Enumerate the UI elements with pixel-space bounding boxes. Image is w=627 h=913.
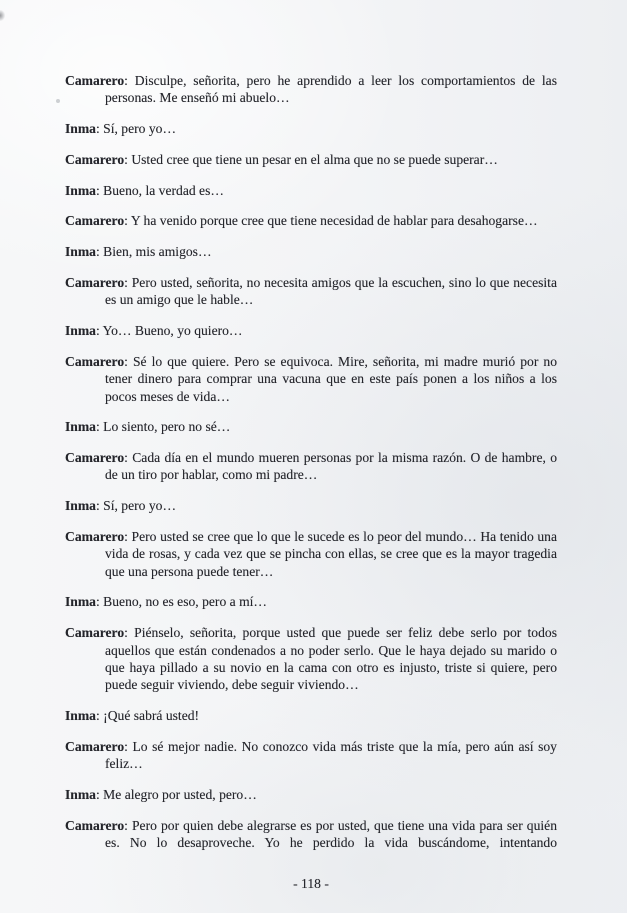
dialogue-paragraph <box>65 449 557 484</box>
speaker-separator: : <box>124 353 128 369</box>
speaker-name: Inma <box>65 498 96 514</box>
dialogue-paragraph <box>65 353 557 405</box>
speaker-name: Inma <box>65 786 96 802</box>
speaker-name: Camarero <box>65 450 125 466</box>
speaker-name: Camarero <box>65 625 125 641</box>
dialogue-text: Disculpe, señorita, pero he aprendido a leer los comportamientos de las personas. Me enseñó mi abuelo… <box>105 73 557 106</box>
dialogue-paragraph <box>65 120 557 137</box>
speaker-separator: : <box>124 213 128 229</box>
speaker-name: Camarero <box>65 151 125 167</box>
speaker-separator: : <box>95 786 100 802</box>
speaker-name: Camarero <box>65 353 125 369</box>
speaker-name: Inma <box>65 182 96 198</box>
speaker-name: Inma <box>65 121 96 137</box>
speaker-name: Inma <box>65 244 96 260</box>
speaker-separator: : <box>95 594 100 610</box>
speaker-name: Inma <box>65 707 96 723</box>
speaker-separator: : <box>124 817 128 833</box>
speaker-separator: : <box>124 625 128 641</box>
speaker-separator: : <box>95 707 100 723</box>
dialogue-paragraph <box>65 786 557 803</box>
dialogue-text: Bueno, no es eso, pero a mí… <box>103 594 268 610</box>
speaker-separator: : <box>124 738 128 754</box>
dialogue-paragraph <box>65 497 557 514</box>
speaker-name: Inma <box>65 323 96 339</box>
speaker-separator: : <box>124 529 128 545</box>
dialogue-text: Pero usted se cree que lo que le sucede es lo peor del mundo… Ha tenido una vida de rosas, y cada vez que se pincha con ellas, se cree que es la mayor tragedia que una persona puede tener… <box>105 529 558 579</box>
speaker-separator: : <box>124 151 128 167</box>
dialogue-text: Lo siento, pero no sé… <box>103 419 231 435</box>
speaker-separator: : <box>95 121 100 137</box>
dialogue-text: Bueno, la verdad es… <box>103 182 224 198</box>
dialogue-text: Cada día en el mundo mueren personas por la misma razón. O de hambre, o de un tiro por hablar, como mi padre… <box>105 450 557 483</box>
speaker-separator: : <box>95 182 100 198</box>
speaker-name: Camarero <box>65 73 125 88</box>
speaker-separator: : <box>95 323 100 339</box>
speaker-separator: : <box>95 498 100 514</box>
dialogue-text: Sí, pero yo… <box>103 498 177 514</box>
dialogue-block <box>65 72 557 851</box>
dialogue-paragraph <box>65 707 557 724</box>
dialogue-text: Y ha venido porque cree que tiene necesidad de hablar para desahogarse… <box>130 213 538 229</box>
speaker-separator: : <box>95 244 100 260</box>
dialogue-paragraph <box>65 528 557 580</box>
page-number: - 118 - <box>293 876 329 892</box>
dialogue-text: Yo… Bueno, yo quiero… <box>102 323 243 339</box>
dialogue-paragraph <box>65 322 557 339</box>
speaker-name: Camarero <box>65 275 125 291</box>
speaker-name: Camarero <box>65 213 125 229</box>
dialogue-paragraph <box>65 624 557 693</box>
dialogue-text: Sí, pero yo… <box>103 121 177 137</box>
dialogue-text: Lo sé mejor nadie. No conozco vida más triste que la mía, pero aún así soy feliz… <box>105 738 557 772</box>
dialogue-paragraph <box>65 182 557 199</box>
dialogue-text: Sé lo que quiere. Pero se equivoca. Mire, señorita, mi madre murió por no tener dinero para comprar una vacuna que en este país ponen a los niños a los pocos meses de vida… <box>105 353 558 404</box>
dialogue-paragraph <box>65 817 557 852</box>
dialogue-paragraph <box>65 151 557 168</box>
dialogue-paragraph <box>65 593 557 610</box>
speaker-separator: : <box>124 275 128 291</box>
speaker-separator: : <box>124 73 128 88</box>
speaker-separator: : <box>124 450 128 466</box>
dialogue-paragraph <box>65 274 557 309</box>
dialogue-paragraph <box>65 738 557 773</box>
speaker-name: Camarero <box>65 817 125 833</box>
speaker-separator: : <box>95 419 100 435</box>
dialogue-paragraph <box>65 72 557 107</box>
scan-edge-smudge <box>0 10 5 21</box>
dialogue-paragraph <box>65 418 557 435</box>
dialogue-text: Bien, mis amigos… <box>103 244 212 260</box>
speaker-name: Camarero <box>65 529 125 545</box>
dialogue-text: Pero usted, señorita, no necesita amigos que la escuchen, sino lo que necesita es un amigo que le hable… <box>105 275 557 308</box>
speaker-name: Inma <box>65 419 96 435</box>
speaker-name: Camarero <box>65 738 125 754</box>
dialogue-paragraph <box>65 243 557 260</box>
speaker-name: Inma <box>65 594 96 610</box>
dialogue-text: Pero por quien debe alegrarse es por usted, que tiene una vida para ser quién es. No lo desaproveche. Yo he perdido la vida buscándome, intentando <box>105 817 557 850</box>
dialogue-text: Me alegro por usted, pero… <box>103 786 257 802</box>
dialogue-paragraph <box>65 212 557 229</box>
dialogue-text: Piénselo, señorita, porque usted que puede ser feliz debe serlo por todos aquellos que están condenados a no poder serlo. Que le haya dejado su marido o que haya pillado a su novio en la cama con otro es injusto, triste si quiere, pero puede seguir viviendo, debe seguir viviendo… <box>105 625 557 693</box>
dialogue-text: ¡Qué sabrá usted! <box>103 707 200 723</box>
dialogue-text: Usted cree que tiene un pesar en el alma que no se puede superar… <box>131 151 498 167</box>
scan-spot-smudge <box>56 99 60 103</box>
